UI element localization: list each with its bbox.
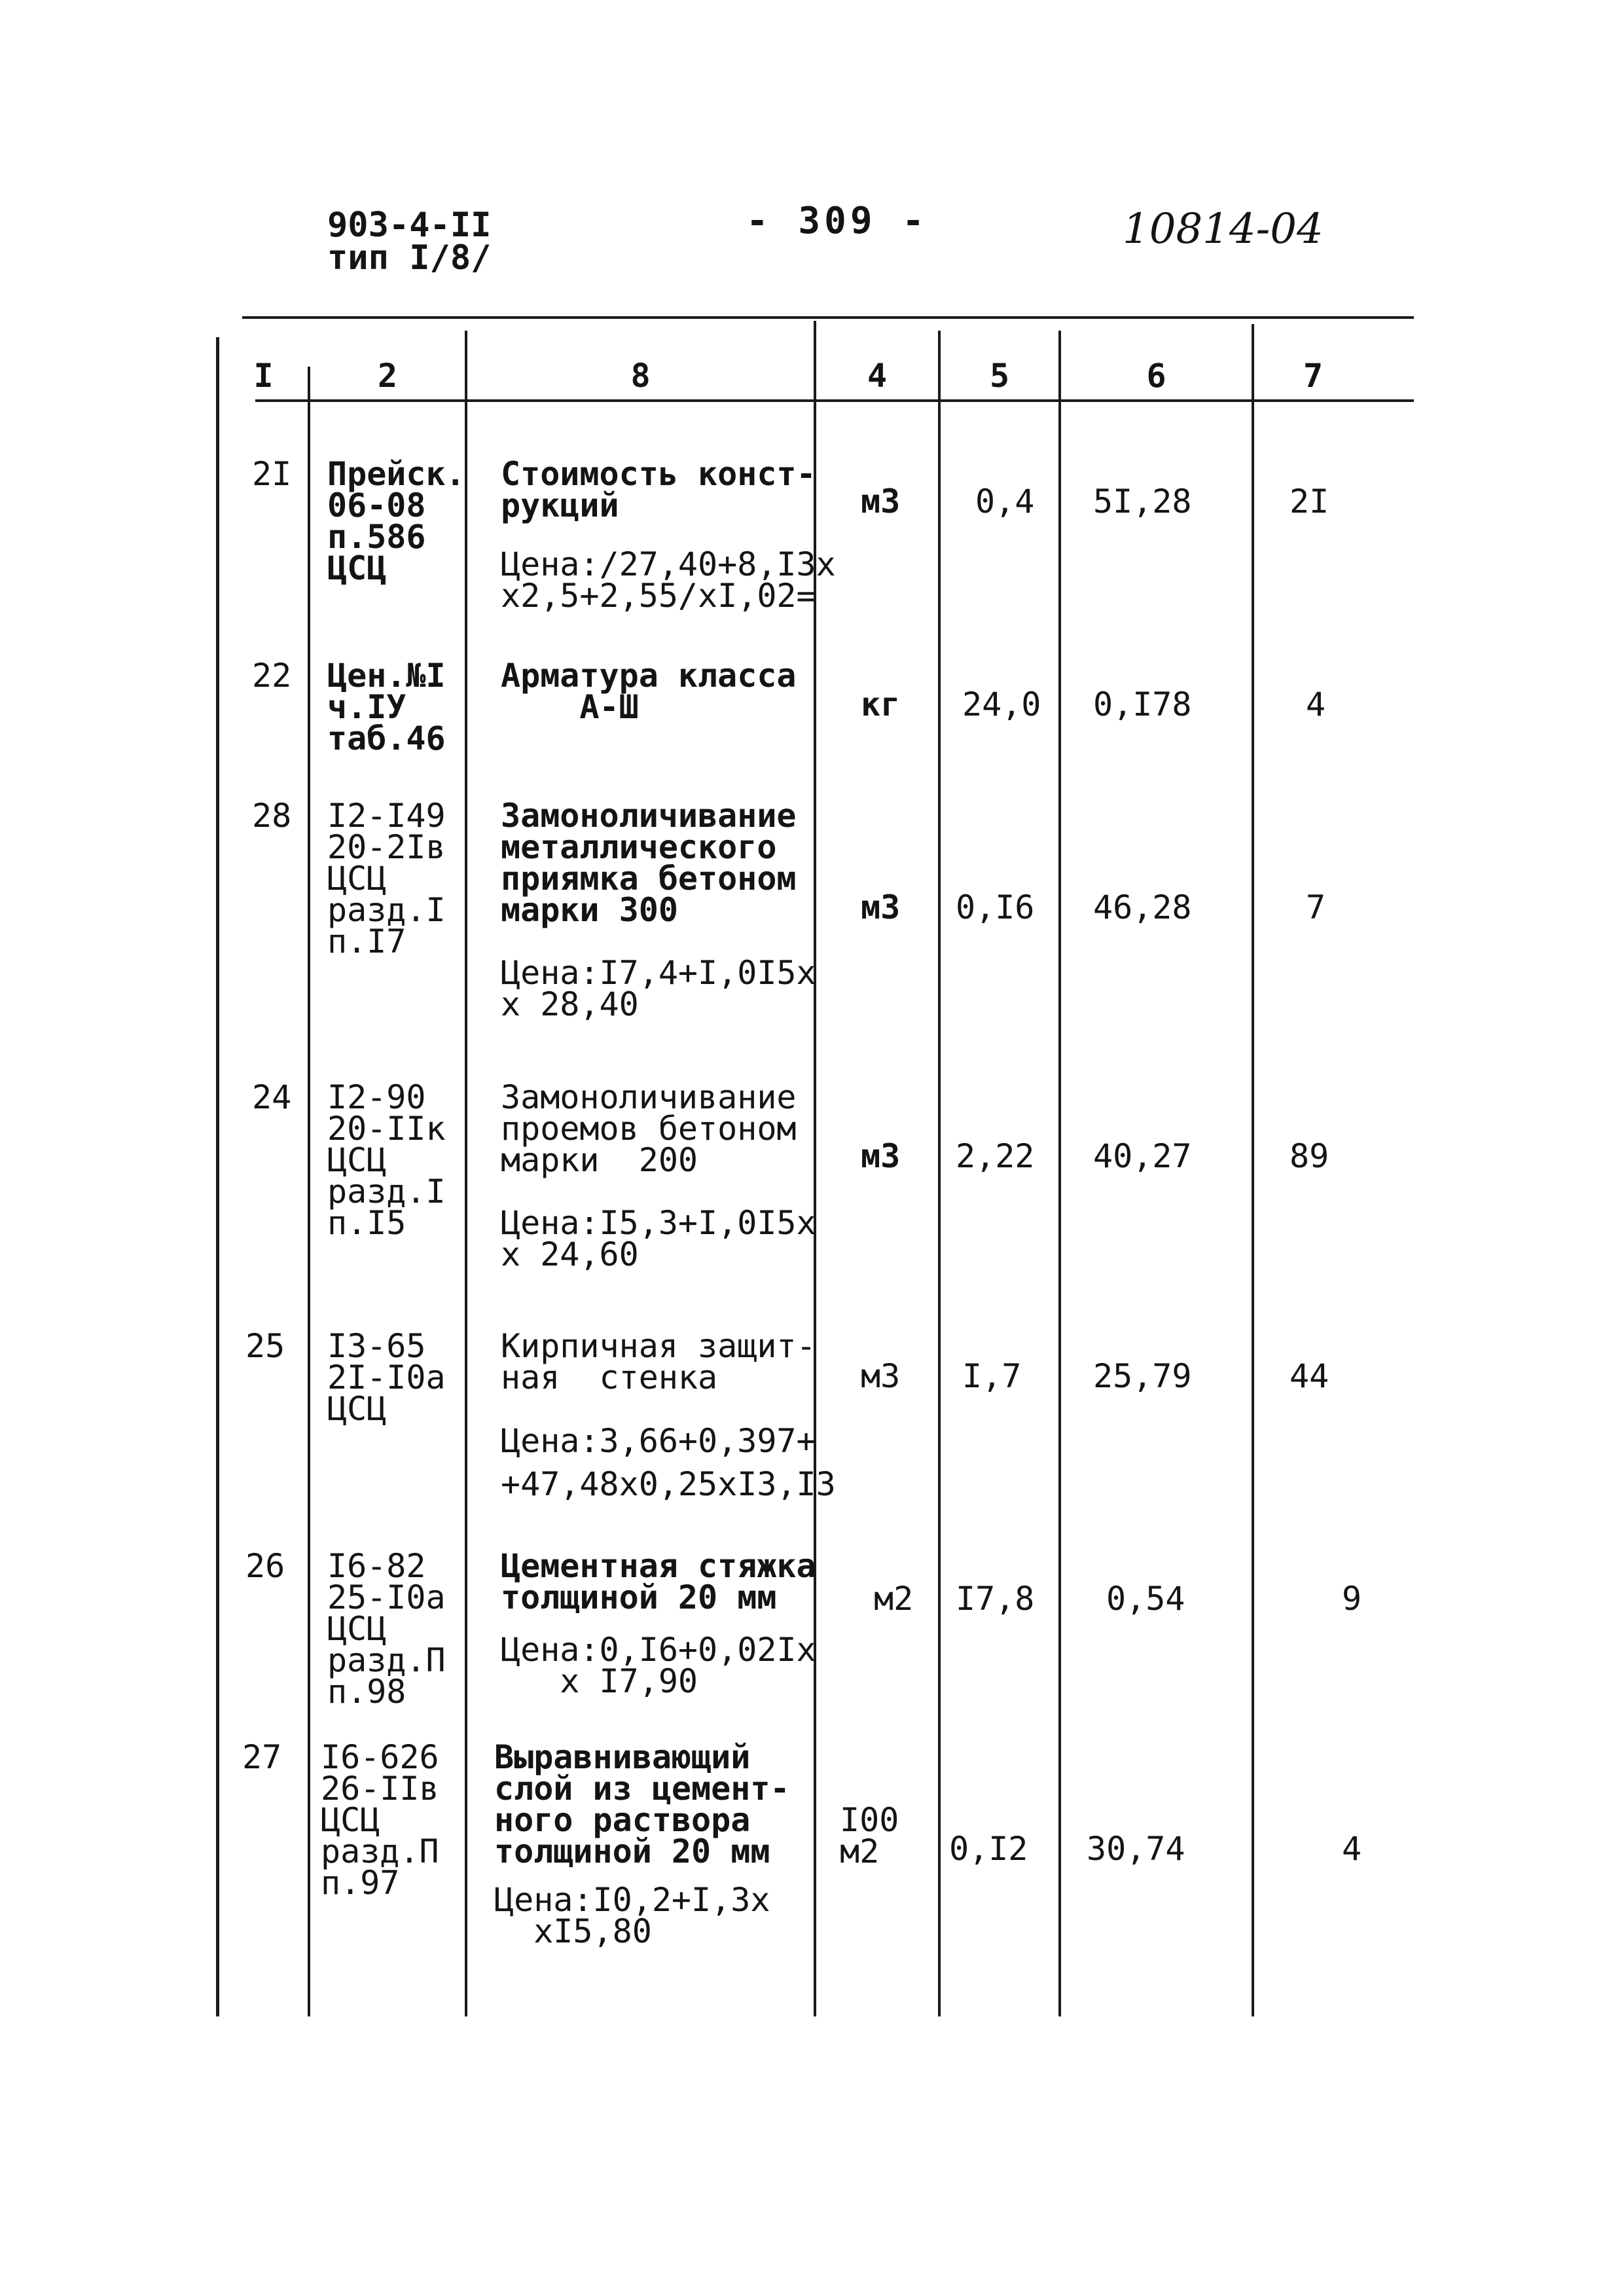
row-unit: кг (861, 685, 901, 723)
row-unit-cost: 40,27 (1093, 1137, 1192, 1175)
row-unit: I00 м2 (840, 1801, 899, 1870)
row-unit-cost: 5I,28 (1093, 483, 1192, 520)
table-left-border (216, 337, 219, 2016)
row-code: I3-65 2I-I0а ЦСЦ (327, 1327, 446, 1428)
document-type: тип I/8/ (327, 238, 492, 278)
row-name: Замоноличивание металлического приямка бетоном марки 300 (501, 797, 797, 929)
row-quantity: 0,I2 (949, 1830, 1028, 1868)
column-divider-4 (938, 331, 941, 2016)
row-unit-cost: 0,I78 (1093, 685, 1192, 723)
column-header-1: I (253, 357, 274, 395)
row-code: I6-82 25-I0а ЦСЦ разд.П п.98 (327, 1547, 446, 1711)
row-quantity: 0,4 (975, 483, 1035, 520)
row-unit: м3 (861, 1357, 901, 1395)
column-header-5: 5 (989, 357, 1010, 395)
row-code: Цен.№I ч.IУ таб.46 (327, 657, 446, 757)
row-price-formula: Цена:I7,4+I,0I5x x 28,40 (501, 954, 816, 1023)
document-code: 90З-4-II (327, 206, 492, 245)
row-price-formula: Цена:I5,3+I,0I5x x 24,60 (501, 1204, 816, 1273)
row-number: 22 (252, 657, 292, 695)
row-code: I2-90 20-IIк ЦСЦ разд.I п.I5 (327, 1078, 446, 1242)
row-quantity: I,7 (962, 1357, 1022, 1395)
row-unit-cost: 25,79 (1093, 1357, 1192, 1395)
row-name: Выравнивающий слой из цемент- ного раствора толщиной 20 мм (494, 1738, 790, 1870)
row-number: 24 (252, 1078, 292, 1116)
row-code: I2-I49 20-2Iв ЦСЦ разд.I п.I7 (327, 797, 446, 960)
row-quantity: 0,I6 (956, 888, 1035, 926)
page-number: - 309 - (746, 200, 929, 242)
row-number: 2I (252, 455, 292, 493)
row-unit: м2 (874, 1580, 914, 1618)
row-quantity: 24,0 (962, 685, 1041, 723)
row-total: 4 (1306, 685, 1326, 723)
column-divider-1 (308, 367, 310, 2016)
row-name: Цементная стяжка толщиной 20 мм (501, 1547, 816, 1616)
row-name: Замоноличивание проемов бетоном марки 200 (501, 1078, 797, 1179)
row-unit-cost: 0,54 (1106, 1580, 1185, 1618)
row-unit: м3 (861, 1137, 901, 1175)
row-total: 2I (1290, 483, 1329, 520)
row-total: 7 (1306, 888, 1326, 926)
column-divider-5 (1058, 331, 1061, 2016)
handwritten-reference: 10814-04 (1123, 205, 1324, 253)
column-header-7: 7 (1303, 357, 1324, 395)
row-total: 9 (1342, 1580, 1362, 1618)
table-top-rule (242, 316, 1414, 319)
row-unit: м3 (861, 888, 901, 926)
row-unit-cost: 30,74 (1087, 1830, 1185, 1868)
column-header-6: 6 (1146, 357, 1166, 395)
row-number: 26 (245, 1547, 285, 1585)
row-code: I6-626 26-IIв ЦСЦ разд.П п.97 (321, 1738, 439, 1902)
row-price-formula: Цена:I0,2+I,3x xI5,80 (494, 1881, 770, 1950)
column-divider-6 (1252, 324, 1254, 2016)
row-total: 44 (1290, 1357, 1329, 1395)
column-header-3: 8 (630, 357, 651, 395)
column-header-2: 2 (377, 357, 398, 395)
row-total: 4 (1342, 1830, 1362, 1868)
row-code: Прейск. 06-08 п.586 ЦСЦ (327, 455, 465, 587)
row-unit-cost: 46,28 (1093, 888, 1192, 926)
row-name: Кирпичная защит- ная стенка (501, 1327, 816, 1396)
row-number: 27 (242, 1738, 282, 1776)
row-name: Стоимость конст- рукций (501, 455, 816, 524)
row-number: 25 (245, 1327, 285, 1365)
column-header-4: 4 (867, 357, 888, 395)
row-unit: м3 (861, 483, 901, 520)
row-price-formula: Цена:3,66+0,397+ +47,48x0,25xI3,I3 (501, 1422, 836, 1503)
row-price-formula: Цена:/27,40+8,I3x x2,5+2,55/xI,02= (501, 545, 836, 615)
row-quantity: I7,8 (956, 1580, 1035, 1618)
row-number: 28 (252, 797, 292, 835)
row-quantity: 2,22 (956, 1137, 1035, 1175)
row-name: Арматура класса А-Ш (501, 657, 797, 726)
table-header-rule (255, 399, 1414, 402)
row-total: 89 (1290, 1137, 1329, 1175)
row-price-formula: Цена:0,I6+0,02Ix x I7,90 (501, 1631, 816, 1700)
